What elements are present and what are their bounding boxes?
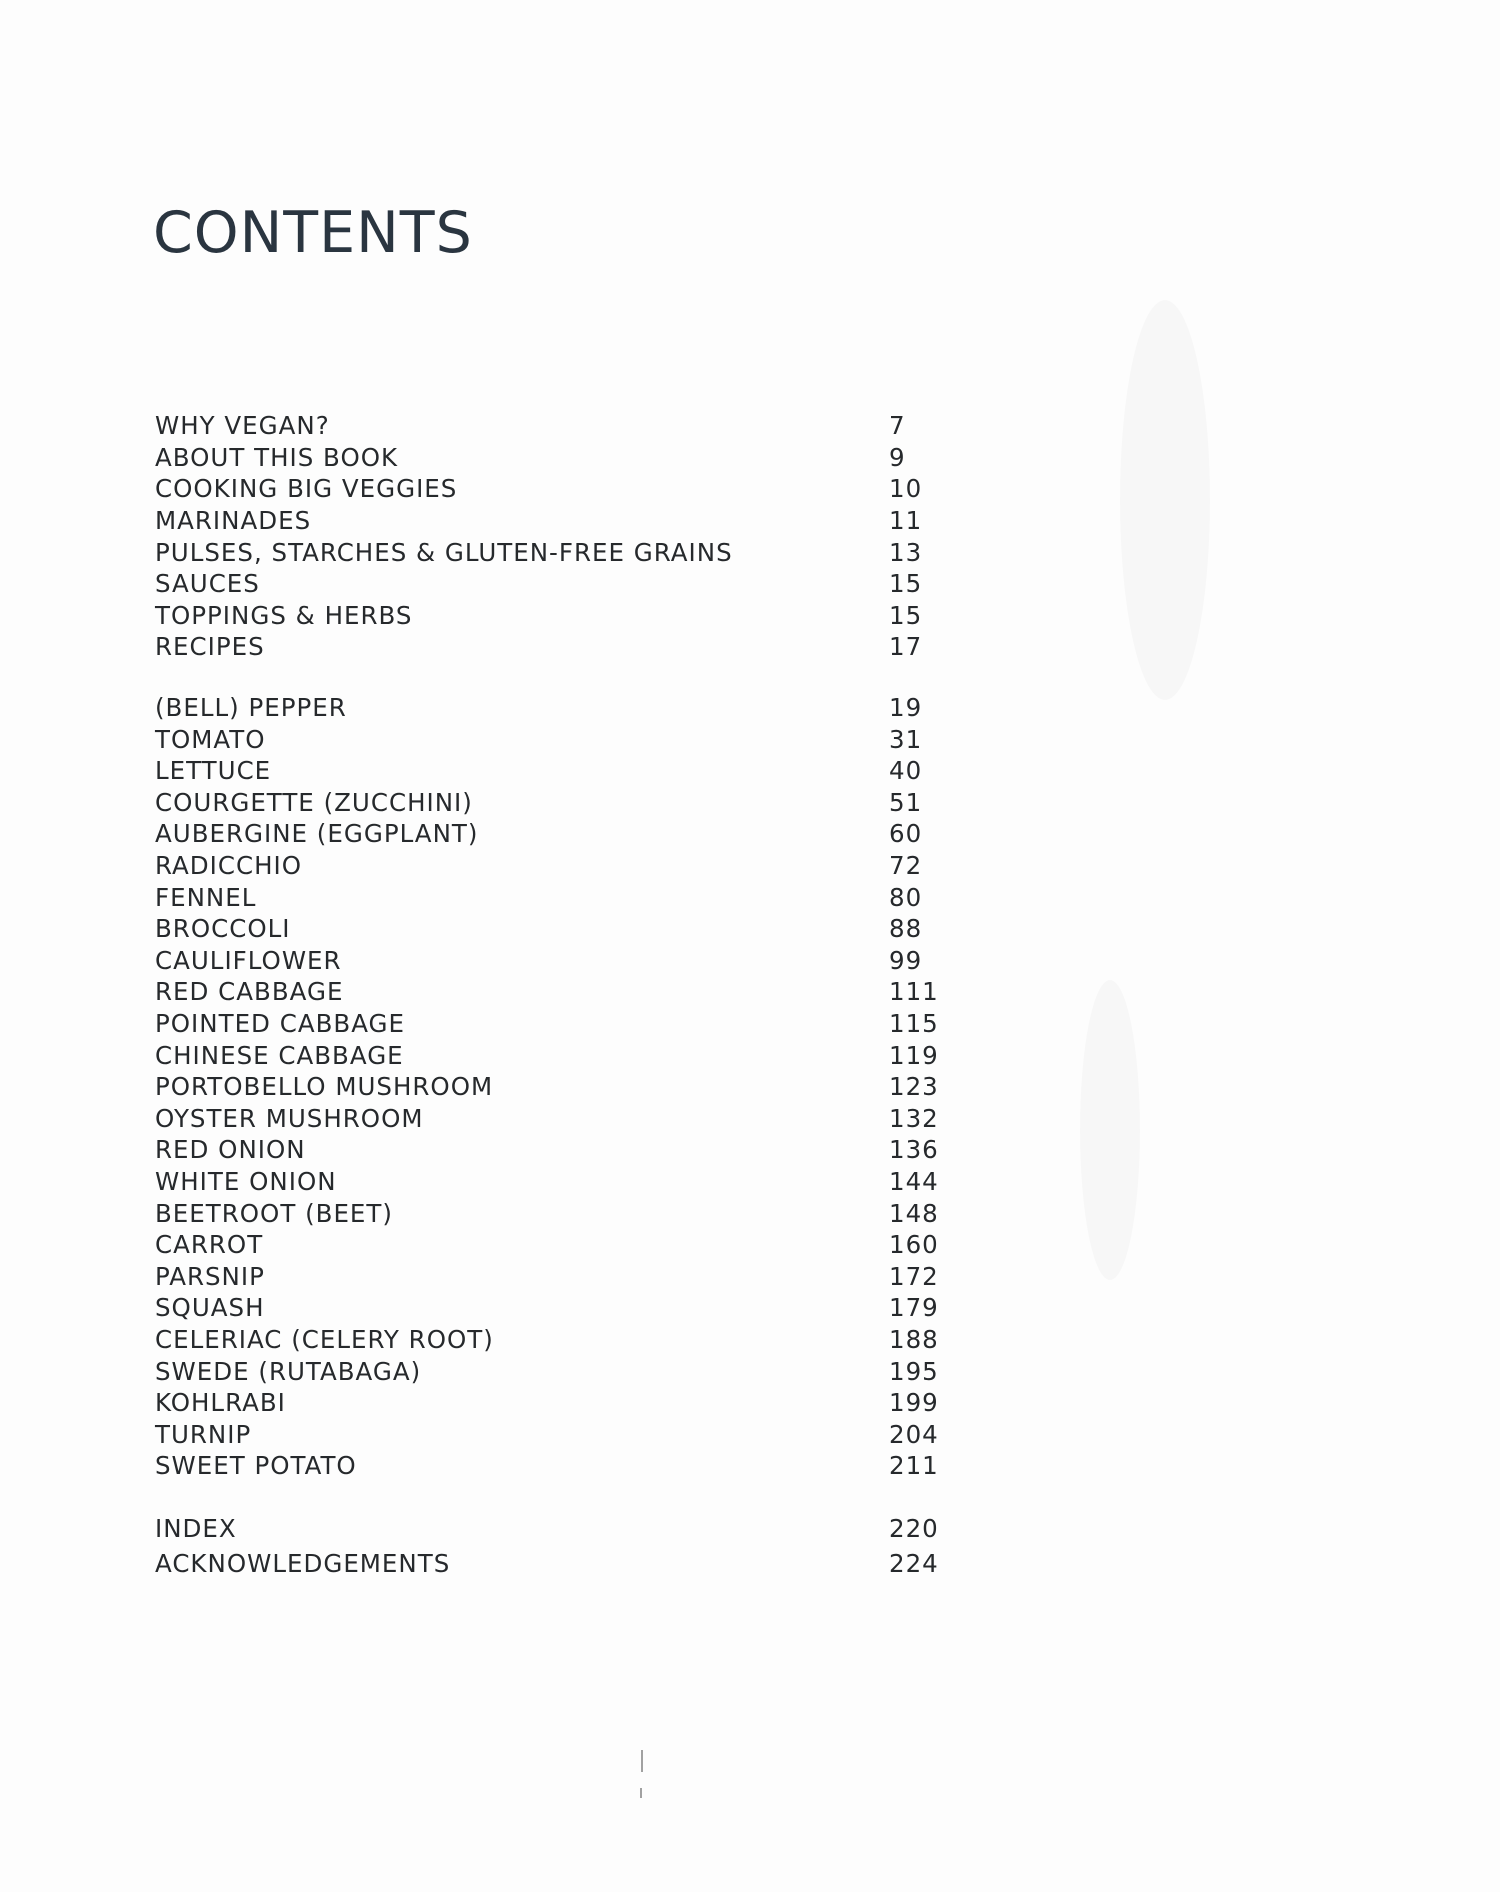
toc-entry — [155, 1166, 955, 1198]
toc-entry — [155, 1229, 955, 1261]
toc-entry-label: CARROT — [155, 1230, 264, 1260]
toc-entry-page: 111 — [889, 977, 939, 1007]
toc-entry-label: KOHLRABI — [155, 1388, 286, 1418]
toc-entry-page: 13 — [889, 537, 923, 567]
toc-entry-page: 136 — [889, 1135, 939, 1165]
toc-entry-label: WHITE ONION — [155, 1166, 337, 1196]
toc-entry-label: OYSTER MUSHROOM — [155, 1103, 424, 1133]
toc-entry-label: CAULIFLOWER — [155, 945, 342, 975]
toc-entry — [155, 818, 955, 850]
toc-entry — [155, 442, 955, 474]
toc-entry-page: 15 — [889, 600, 923, 630]
toc-entry — [155, 631, 955, 663]
toc-entry — [155, 1292, 955, 1324]
toc-entry-label: WHY VEGAN? — [155, 411, 330, 441]
toc-entry-label: RED CABBAGE — [155, 977, 344, 1007]
toc-entry-page: 188 — [889, 1324, 939, 1354]
toc-entry — [155, 1418, 955, 1450]
toc-entry-label: CHINESE CABBAGE — [155, 1040, 404, 1070]
toc-entry-page: 99 — [889, 945, 923, 975]
table-of-contents — [155, 410, 955, 1610]
toc-entry-label: POINTED CABBAGE — [155, 1008, 405, 1038]
toc-entry-page: 10 — [889, 474, 923, 504]
toc-entry — [155, 692, 955, 724]
toc-entry — [155, 1324, 955, 1356]
toc-entry-label: COOKING BIG VEGGIES — [155, 474, 458, 504]
toc-entry-label: SQUASH — [155, 1293, 265, 1323]
toc-entry — [155, 1008, 955, 1040]
toc-entry-page: 179 — [889, 1293, 939, 1323]
toc-entry — [155, 1260, 955, 1292]
toc-entry-label: AUBERGINE (EGGPLANT) — [155, 819, 479, 849]
toc-section-vegetables — [155, 692, 955, 1482]
toc-section-intro — [155, 410, 955, 663]
toc-entry-page: 60 — [889, 819, 923, 849]
toc-entry-label: BEETROOT (BEET) — [155, 1198, 393, 1228]
toc-entry-page: 204 — [889, 1419, 939, 1449]
toc-entry-page: 15 — [889, 569, 923, 599]
toc-entry-page: 195 — [889, 1356, 939, 1386]
toc-entry — [155, 755, 955, 787]
toc-entry — [155, 1039, 955, 1071]
toc-entry-label: PORTOBELLO MUSHROOM — [155, 1072, 494, 1102]
toc-entry-page: 17 — [889, 632, 923, 662]
toc-entry-label: PARSNIP — [155, 1261, 265, 1291]
toc-entry-label: RECIPES — [155, 632, 265, 662]
toc-entry-page: 115 — [889, 1008, 939, 1038]
toc-entry-page: 72 — [889, 851, 923, 881]
toc-entry-page: 220 — [889, 1513, 939, 1543]
toc-entry — [155, 976, 955, 1008]
toc-entry — [155, 723, 955, 755]
toc-entry-label: ABOUT THIS BOOK — [155, 442, 399, 472]
toc-entry — [155, 1546, 955, 1581]
toc-entry-label: RED ONION — [155, 1135, 306, 1165]
toc-entry — [155, 1102, 955, 1134]
toc-entry-page: 40 — [889, 756, 923, 786]
toc-entry-page: 88 — [889, 914, 923, 944]
toc-entry — [155, 1511, 955, 1546]
toc-entry-page: 132 — [889, 1103, 939, 1133]
toc-entry-page: 51 — [889, 787, 923, 817]
toc-entry — [155, 945, 955, 977]
scan-smudge — [1080, 980, 1140, 1280]
toc-entry-label: SWEET POTATO — [155, 1451, 357, 1481]
toc-entry — [155, 1387, 955, 1419]
toc-entry-label: ACKNOWLEDGEMENTS — [155, 1548, 451, 1578]
toc-entry-label: PULSES, STARCHES & GLUTEN-FREE GRAINS — [155, 537, 733, 567]
toc-entry-page: 7 — [889, 411, 906, 441]
toc-entry — [155, 505, 955, 537]
toc-entry-page: 172 — [889, 1261, 939, 1291]
toc-entry — [155, 1450, 955, 1482]
scan-artifact-mark — [641, 1750, 643, 1772]
toc-entry-page: 144 — [889, 1166, 939, 1196]
toc-entry-label: RADICCHIO — [155, 851, 303, 881]
toc-entry-page: 19 — [889, 693, 923, 723]
toc-entry-label: SWEDE (RUTABAGA) — [155, 1356, 422, 1386]
toc-entry — [155, 536, 955, 568]
toc-entry-page: 123 — [889, 1072, 939, 1102]
toc-entry — [155, 1071, 955, 1103]
toc-entry — [155, 787, 955, 819]
toc-entry — [155, 881, 955, 913]
toc-section-back-matter — [155, 1511, 955, 1581]
toc-entry — [155, 568, 955, 600]
toc-entry — [155, 410, 955, 442]
toc-entry — [155, 1134, 955, 1166]
toc-entry-page: 211 — [889, 1451, 939, 1481]
toc-entry — [155, 473, 955, 505]
toc-entry-page: 160 — [889, 1230, 939, 1260]
toc-entry — [155, 913, 955, 945]
toc-entry-label: INDEX — [155, 1513, 237, 1543]
toc-entry-label: TOMATO — [155, 724, 266, 754]
scan-smudge — [1120, 300, 1210, 700]
toc-entry-page: 31 — [889, 724, 923, 754]
toc-entry-label: SAUCES — [155, 569, 260, 599]
toc-entry-page: 148 — [889, 1198, 939, 1228]
page-title: CONTENTS — [153, 200, 473, 266]
toc-entry-label: BROCCOLI — [155, 914, 291, 944]
toc-entry-label: TURNIP — [155, 1419, 252, 1449]
toc-entry — [155, 850, 955, 882]
toc-entry-label: FENNEL — [155, 882, 257, 912]
toc-entry-label: TOPPINGS & HERBS — [155, 600, 413, 630]
scan-artifact-mark — [640, 1788, 642, 1798]
toc-entry-page: 11 — [889, 506, 923, 536]
toc-entry-label: LETTUCE — [155, 756, 272, 786]
toc-entry-label: COURGETTE (ZUCCHINI) — [155, 787, 473, 817]
toc-entry-page: 119 — [889, 1040, 939, 1070]
toc-entry-page: 224 — [889, 1548, 939, 1578]
toc-entry-label: MARINADES — [155, 506, 312, 536]
toc-entry — [155, 1197, 955, 1229]
toc-entry-label: (BELL) PEPPER — [155, 693, 347, 723]
toc-entry-label: CELERIAC (CELERY ROOT) — [155, 1324, 494, 1354]
toc-entry — [155, 600, 955, 632]
toc-entry-page: 9 — [889, 442, 906, 472]
toc-entry-page: 80 — [889, 882, 923, 912]
toc-entry — [155, 1355, 955, 1387]
toc-entry-page: 199 — [889, 1388, 939, 1418]
